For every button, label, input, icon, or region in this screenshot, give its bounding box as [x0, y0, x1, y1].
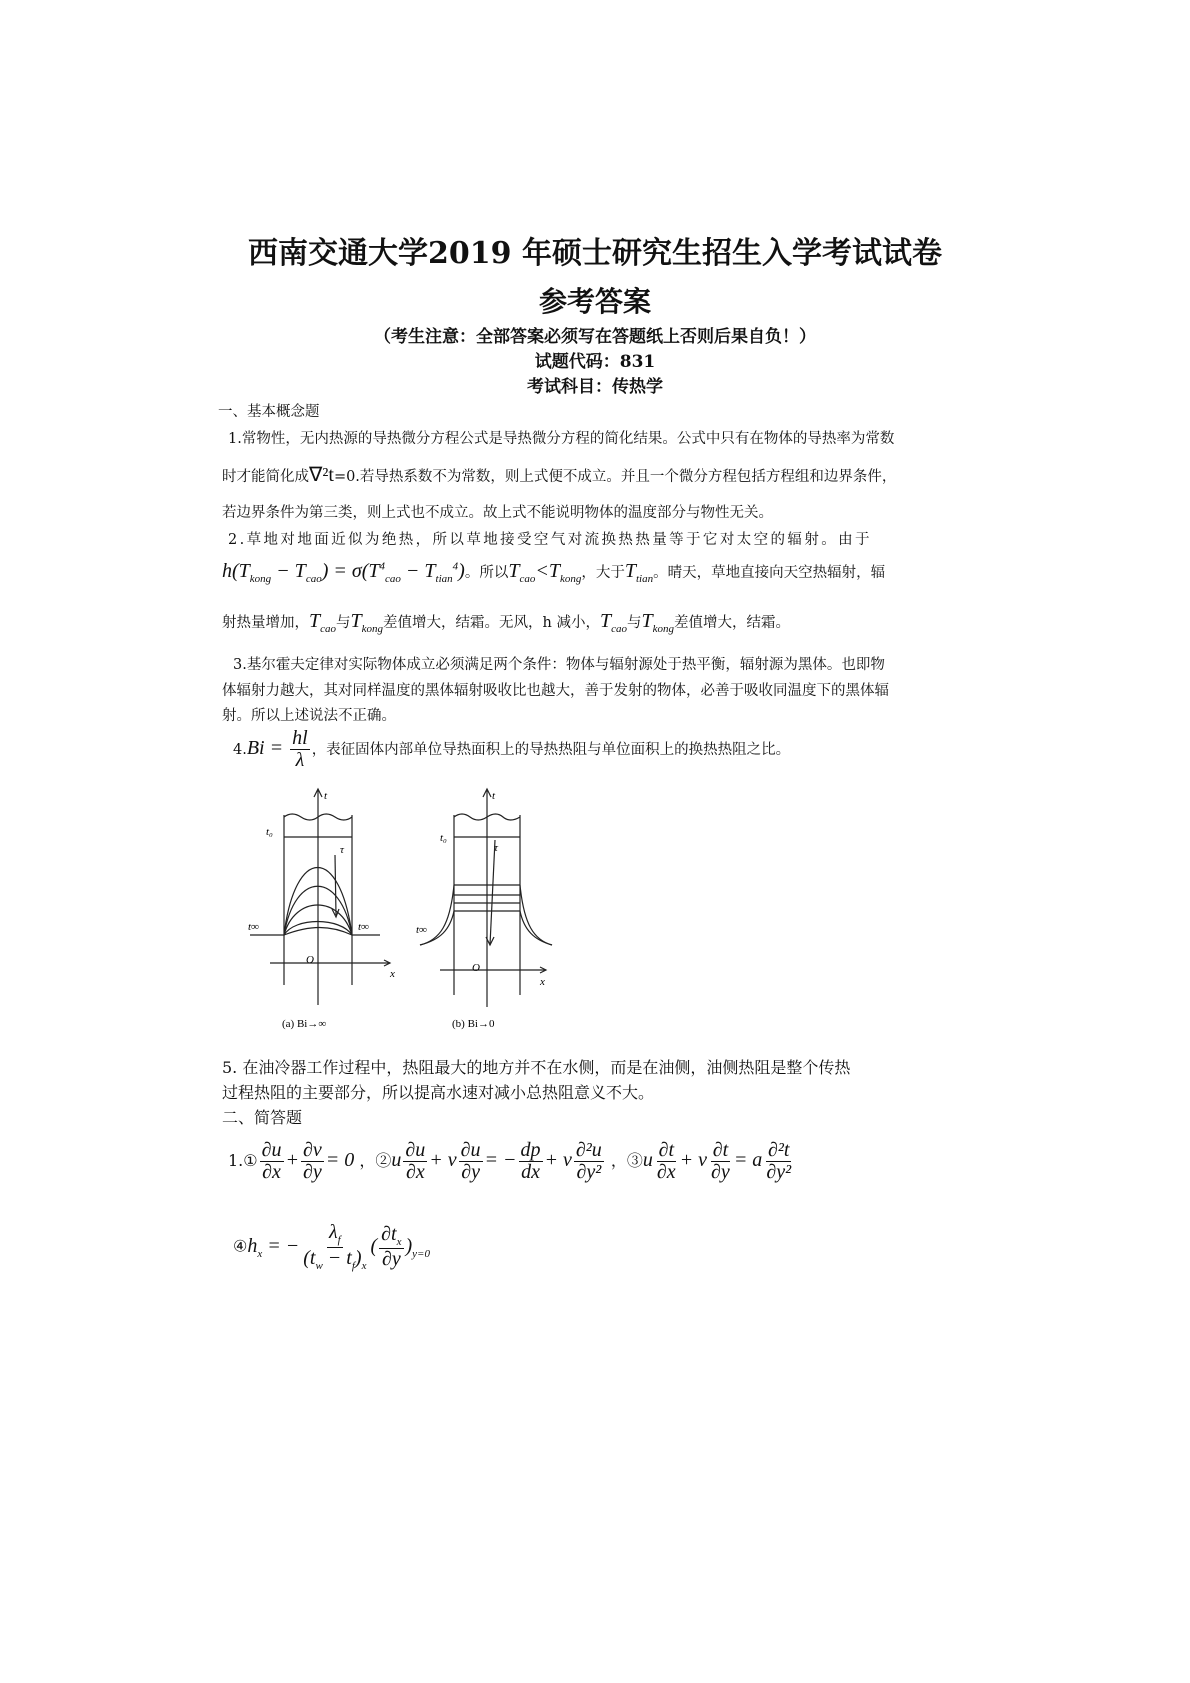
- label-t0: t₀: [266, 826, 273, 838]
- q2-text: 与: [336, 615, 351, 631]
- q2-text: 差值增大，结霜。: [674, 615, 791, 631]
- figure-a: [250, 789, 390, 1005]
- math: $T_{tian}$: [624, 560, 654, 585]
- axis-label-t: t: [324, 790, 328, 802]
- continuity-equation: $\frac{\partial u}{\partial x}$ + $\frac{\partial v}{\partial y}$ = 0: [261, 1139, 355, 1183]
- label-t0: t₀: [440, 832, 447, 844]
- q1-text: =0.若导热系数不为常数，则上式便不成立。并且一个微分方程包括方程组和边界条件，: [333, 469, 897, 485]
- heat-transfer-coefficient-equation: [233, 1222, 430, 1272]
- q4-line: [233, 728, 790, 771]
- q3-line1: 3.基尔霍夫定律对实际物体成立必须满足两个条件：物体与辐射源处于热平衡，辐射源为黑体。也即物: [233, 657, 885, 673]
- q4-number: 4.: [233, 742, 247, 759]
- caption-b: (b) Bi→0: [452, 1018, 495, 1030]
- q2-line3: [222, 610, 790, 635]
- figure-b: [420, 789, 552, 1007]
- label-tinf: t∞: [358, 921, 369, 933]
- radiation-balance-equation: $h(T_{kong} - T_{cao}) = \sigma(T^4_{cao} - T_{tian}^4)$: [222, 560, 465, 585]
- eq-marker-4: ④: [233, 1236, 248, 1256]
- label-x: x: [540, 976, 545, 988]
- momentum-equation: u $\frac{\partial u}{\partial x}$ + v $\frac{\partial u}{\partial y}$ = − $\frac{dp}{dx}$ + ν $\frac{\text{∂²u}}{\text{∂y²}}$: [391, 1139, 602, 1183]
- q3-line3: 射。所以上述说法不正确。: [222, 708, 396, 724]
- q3-line2: 体辐射力越大，其对同样温度的黑体辐射吸收比也越大，善于发射的物体，必善于吸收同温度下的黑体辐: [222, 683, 889, 699]
- q1-line2: [222, 462, 896, 487]
- exam-subject: 考试科目：传热学: [527, 377, 663, 397]
- label-tau: τ: [340, 844, 344, 856]
- q5-line2: 过程热阻的主要部分，所以提高水速对减小总热阻意义不大。: [222, 1083, 655, 1102]
- q4-text: ，表征固体内部单位导热面积上的导热热阻与单位面积上的换热热阻之比。: [311, 742, 791, 759]
- energy-equation: u $\frac{\partial t}{\partial x}$ + v $\frac{\partial t}{\partial y}$ = a $\frac{\text{∂²t}}{\text{∂y²}}$: [642, 1139, 792, 1183]
- section-heading-1: 一、基本概念题: [218, 404, 320, 420]
- q1-text: 时才能简化成: [222, 469, 309, 485]
- q2-line2: [222, 560, 885, 585]
- math: $T_{cao}<T_{kong}$: [508, 560, 582, 585]
- notice: （考生注意：全部答案必须写在答题纸上否则后果自负！）: [374, 327, 816, 347]
- label-tau: τ: [494, 842, 498, 854]
- q2-text: 与: [627, 615, 642, 631]
- eq-marker-2: ，②: [359, 1151, 392, 1171]
- math: $T_{cao}$: [309, 610, 337, 635]
- laplacian-math: ∇²t: [309, 464, 334, 486]
- q2-text: ，大于: [581, 565, 625, 581]
- math: $T_{cao}$: [599, 610, 627, 635]
- label-tinf: t∞: [248, 921, 259, 933]
- page-title: 西南交通大学2019 年硕士研究生招生入学考试试卷: [248, 236, 942, 271]
- q2-text: 。晴天，草地直接向天空热辐射，辐: [653, 565, 886, 581]
- caption-a: (a) Bi→∞: [282, 1018, 327, 1030]
- page-subtitle: 参考答案: [538, 285, 651, 318]
- q2-text: 。所以: [464, 565, 509, 581]
- label-x: x: [390, 968, 395, 980]
- q1-line1: 1.常物性，无内热源的导热微分方程公式是导热微分方程的简化结果。公式中只有在物体的导热率为常数: [228, 431, 895, 447]
- label-origin: O: [472, 962, 480, 974]
- label-origin: O: [306, 954, 314, 966]
- q2-line1: 2.草地对地面近似为绝热，所以草地接受空气对流换热热量等于它对太空的辐射。由于: [228, 532, 872, 548]
- exam-code: 试题代码：831: [534, 352, 656, 372]
- q2-text: 差值增大，结霜。无风，h 减小，: [383, 615, 600, 631]
- section-heading-2: 二、简答题: [222, 1108, 303, 1127]
- biot-equation: Bi = $\frac{hl}{\lambda}$: [246, 727, 308, 771]
- hx-equation: $h_x$ = − $\frac{\lambda_f}{(t_w - t_f)_x}$ ( $\frac{\partial t_x}{\partial y}$ )$_{y=0}$: [247, 1221, 430, 1272]
- boundary-layer-equations: [228, 1140, 795, 1183]
- q1-line3: 若边界条件为第三类，则上式也不成立。故上式不能说明物体的温度部分与物性无关。: [222, 505, 773, 521]
- q5-line1: 5. 在油冷器工作过程中，热阻最大的地方并不在水侧，而是在油侧，油侧热阻是整个传热: [222, 1058, 851, 1077]
- math: $T_{kong}$: [350, 610, 384, 635]
- label-tinf: t∞: [416, 924, 427, 936]
- q2-text: 射热量增加，: [222, 615, 309, 631]
- temperature-profile-figure: [240, 785, 570, 1035]
- eq-marker-3: ，③: [610, 1151, 643, 1171]
- axis-label-t: t: [492, 790, 496, 802]
- math: $T_{kong}$: [641, 610, 675, 635]
- eq-marker-1: 1.①: [228, 1151, 258, 1171]
